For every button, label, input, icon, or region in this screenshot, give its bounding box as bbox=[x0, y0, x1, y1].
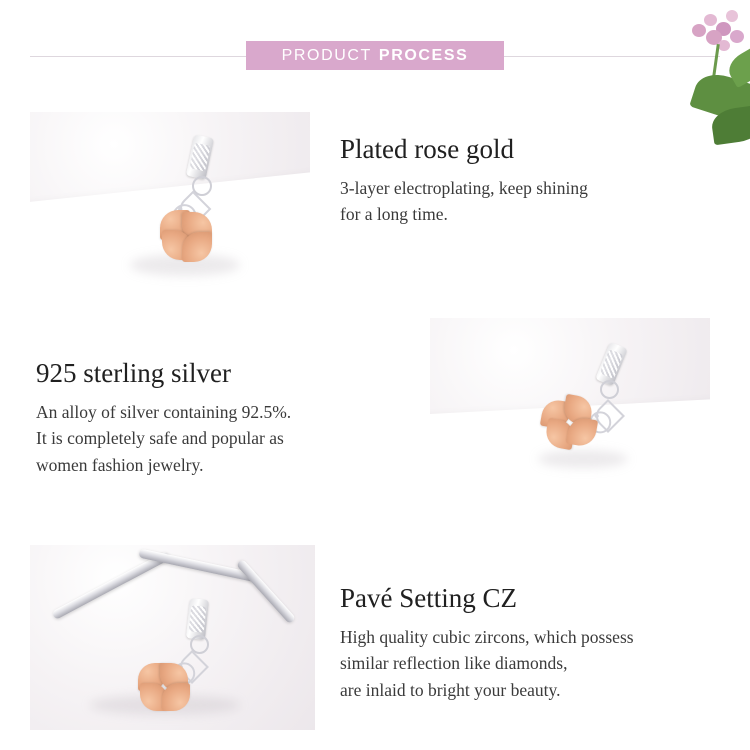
page-header bbox=[0, 0, 750, 78]
feature-desc-2-line-1: An alloy of silver containing 92.5%. bbox=[36, 402, 292, 423]
feature-desc-3-line-2: similar reflection like diamonds, bbox=[340, 653, 568, 674]
feature-desc-1-line-2: for a long time. bbox=[340, 204, 448, 225]
photo-shadow bbox=[538, 450, 628, 468]
feature-row-3 bbox=[0, 545, 750, 730]
feature-desc-2-line-2: It is completely safe and popular as bbox=[36, 428, 284, 449]
feature-text-3 bbox=[340, 583, 730, 703]
feature-text-2 bbox=[36, 358, 406, 478]
badge-prefix-text: PRODUCT bbox=[281, 46, 372, 64]
feature-desc-2-line-3: women fashion jewelry. bbox=[36, 454, 204, 475]
feature-row-2 bbox=[0, 318, 750, 498]
feature-image-1 bbox=[30, 112, 310, 292]
feature-desc-3 bbox=[340, 624, 730, 703]
feature-desc-1 bbox=[340, 175, 700, 228]
feature-title-1: Plated rose gold bbox=[340, 134, 514, 164]
feature-desc-1-line-1: 3-layer electroplating, keep shining bbox=[340, 178, 588, 199]
badge-bold-text: PROCESS bbox=[378, 46, 469, 64]
feature-desc-2 bbox=[36, 399, 406, 478]
feature-text-1 bbox=[340, 134, 700, 228]
feature-row-1 bbox=[0, 112, 750, 292]
feature-image-2 bbox=[430, 318, 710, 498]
feature-desc-3-line-1: High quality cubic zircons, which possess bbox=[340, 627, 634, 648]
jump-ring bbox=[600, 380, 619, 399]
section-title-badge bbox=[246, 41, 504, 70]
feature-title-2: 925 sterling silver bbox=[36, 358, 231, 388]
feature-image-3 bbox=[30, 545, 315, 730]
feature-desc-3-line-3: are inlaid to bright your beauty. bbox=[340, 679, 561, 700]
feature-title-3: Pavé Setting CZ bbox=[340, 583, 517, 613]
